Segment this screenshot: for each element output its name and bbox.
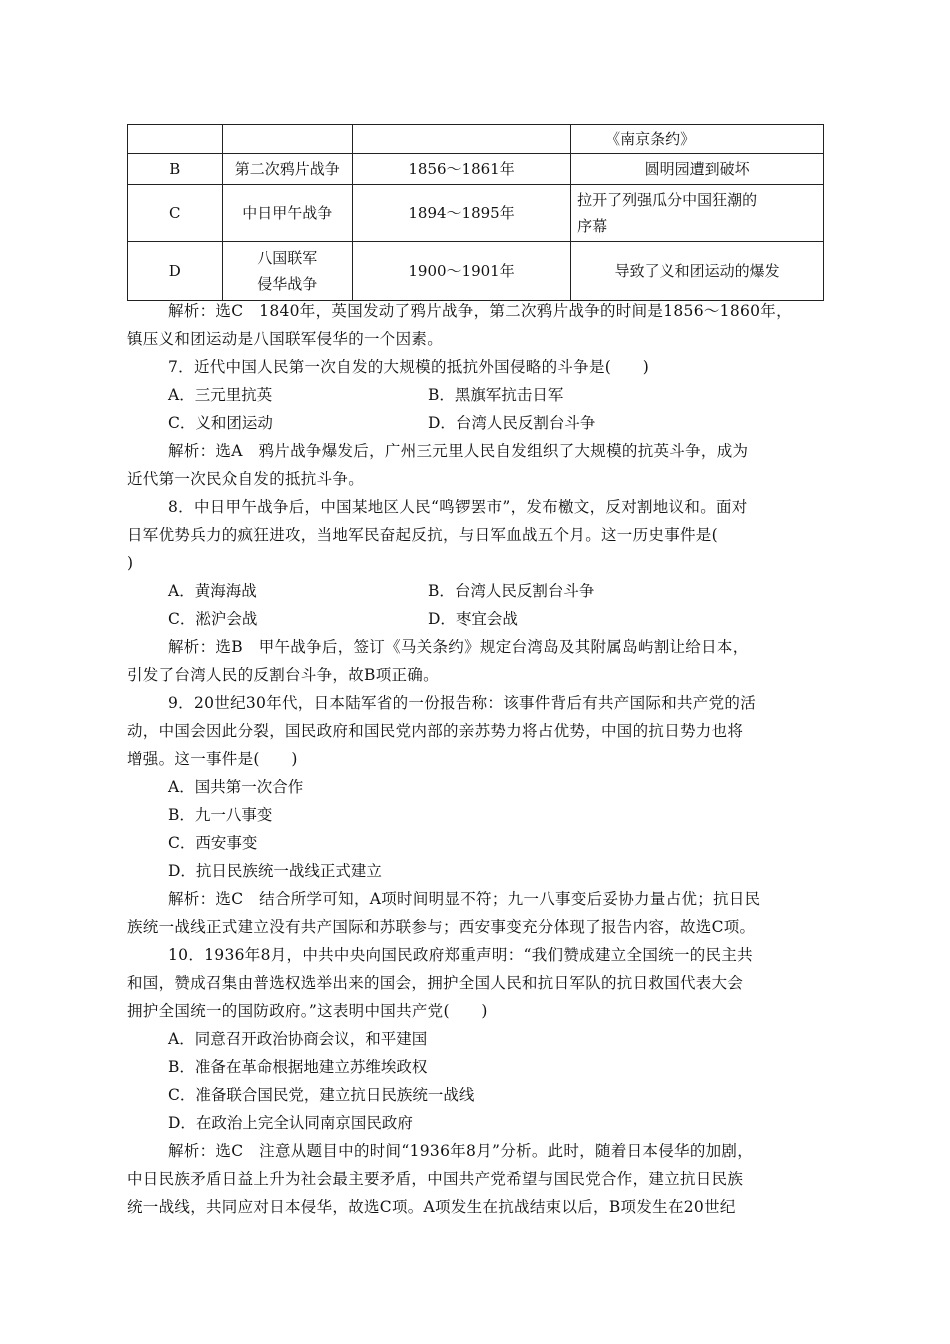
q7-option-a: A．三元里抗英 [168,386,273,404]
q9-analysis-cont: 族统一战线正式建立没有共产国际和苏联参与；西安事变充分体现了报告内容，故选C项。 [127,918,756,936]
row-label: B [128,154,223,185]
time-cell: 1900～1901年 [352,242,570,301]
q7-options-row2 [168,409,828,437]
q10-option-d: D．在政治上完全认同南京国民政府 [168,1114,413,1132]
q7-option-b: B．黑旗军抗击日军 [428,386,564,404]
q8-stem: 8．中日甲午战争后，中国某地区人民“鸣锣罢市”，发布檄文，反对割地议和。面对 [168,498,748,516]
q6-analysis: 解析：选C 1840年，英国发动了鸦片战争，第二次鸦片战争的时间是1856～1860年， [168,302,792,320]
q8-stem-cont: 日军优势兵力的疯狂进攻，当地军民奋起反抗，与日军血战五个月。这一历史事件是( [127,526,718,544]
q8-options-row1 [168,577,828,605]
q9-option-d: D．抗日民族统一战线正式建立 [168,862,382,880]
q9-stem-cont: 增强。这一事件是( ) [127,750,298,768]
row-label [128,125,223,154]
q7-stem: 7．近代中国人民第一次自发的大规模的抵抗外国侵略的斗争是( ) [168,358,650,376]
q7-options-row1 [168,381,828,409]
q10-option-b: B．准备在革命根据地建立苏维埃政权 [168,1058,428,1076]
effect-cell [571,185,824,242]
q9-option-b: B．九一八事变 [168,806,273,824]
q9-option-a: A．国共第一次合作 [168,778,304,796]
q8-option-c: C．淞沪会战 [168,610,258,628]
event-cell [222,242,352,301]
effect-cell: 《南京条约》 [571,125,824,154]
q10-stem-cont: 拥护全国统一的国防政府。”这表明中国共产党( ) [127,1002,488,1020]
q10-analysis-cont: 中日民族矛盾日益上升为社会最主要矛盾，中国共产党希望与国民党合作，建立抗日民族 [127,1170,744,1188]
q10-stem-cont: 和国，赞成召集由普选权选举出来的国会，拥护全国人民和抗日军队的抗日救国代表大会 [127,974,744,992]
q10-option-a: A．同意召开政治协商会议，和平建国 [168,1030,428,1048]
q9-stem-cont: 动，中国会因此分裂，国民政府和国民党内部的亲苏势力将占优势，中国的抗日势力也将 [127,722,744,740]
event-cell: 第二次鸦片战争 [222,154,352,185]
q8-analysis-cont: 引发了台湾人民的反割台斗争，故B项正确。 [127,666,439,684]
q7-analysis: 解析：选A 鸦片战争爆发后，广州三元里人民自发组织了大规模的抗英斗争，成为 [168,442,749,460]
effect-cell: 圆明园遭到破坏 [571,154,824,185]
q9-analysis: 解析：选C 结合所学可知，A项时间明显不符；九一八事变后妥协力量占优；抗日民 [168,890,761,908]
q8-option-b: B．台湾人民反割台斗争 [428,582,595,600]
table-row [128,125,824,154]
effect-cell: 导致了义和团运动的爆发 [571,242,824,301]
q7-option-d: D．台湾人民反割台斗争 [428,414,596,432]
q10-option-c: C．准备联合国民党，建立抗日民族统一战线 [168,1086,475,1104]
table-row [128,242,824,301]
q8-option-a: A．黄海海战 [168,582,257,600]
event-line: 侵华战争 [257,275,318,293]
row-label: C [128,185,223,242]
q10-analysis-cont: 统一战线，共同应对日本侵华，故选C项。A项发生在抗战结束以后，B项发生在20世纪 [127,1198,736,1216]
q8-option-d: D．枣宜会战 [428,610,518,628]
q8-stem-cont: ) [127,554,134,572]
q6-analysis-cont: 镇压义和团运动是八国联军侵华的一个因素。 [127,330,444,348]
q7-analysis-cont: 近代第一次民众自发的抵抗斗争。 [127,470,365,488]
table-row [128,185,824,242]
q8-analysis: 解析：选B 甲午战争后，签订《马关条约》规定台湾岛及其附属岛屿割让给日本， [168,638,749,656]
q9-option-c: C．西安事变 [168,834,258,852]
event-cell [222,125,352,154]
question-content [127,297,828,1221]
effect-line: 序幕 [577,217,608,235]
time-cell [352,125,570,154]
q9-stem: 9．20世纪30年代，日本陆军省的一份报告称：该事件背后有共产国际和共产党的活 [168,694,757,712]
q7-option-c: C．义和团运动 [168,414,273,432]
table-row [128,154,824,185]
time-cell: 1894～1895年 [352,185,570,242]
history-table [127,124,824,301]
q8-options-row2 [168,605,828,633]
row-label: D [128,242,223,301]
time-cell: 1856～1861年 [352,154,570,185]
event-cell: 中日甲午战争 [222,185,352,242]
event-line: 八国联军 [257,249,318,267]
q10-analysis: 解析：选C 注意从题目中的时间“1936年8月”分析。此时，随着日本侵华的加剧， [168,1142,754,1160]
effect-line: 拉开了列强瓜分中国狂潮的 [577,191,758,209]
q10-stem: 10．1936年8月，中共中央向国民政府郑重声明：“我们赞成建立全国统一的民主共 [168,946,753,964]
